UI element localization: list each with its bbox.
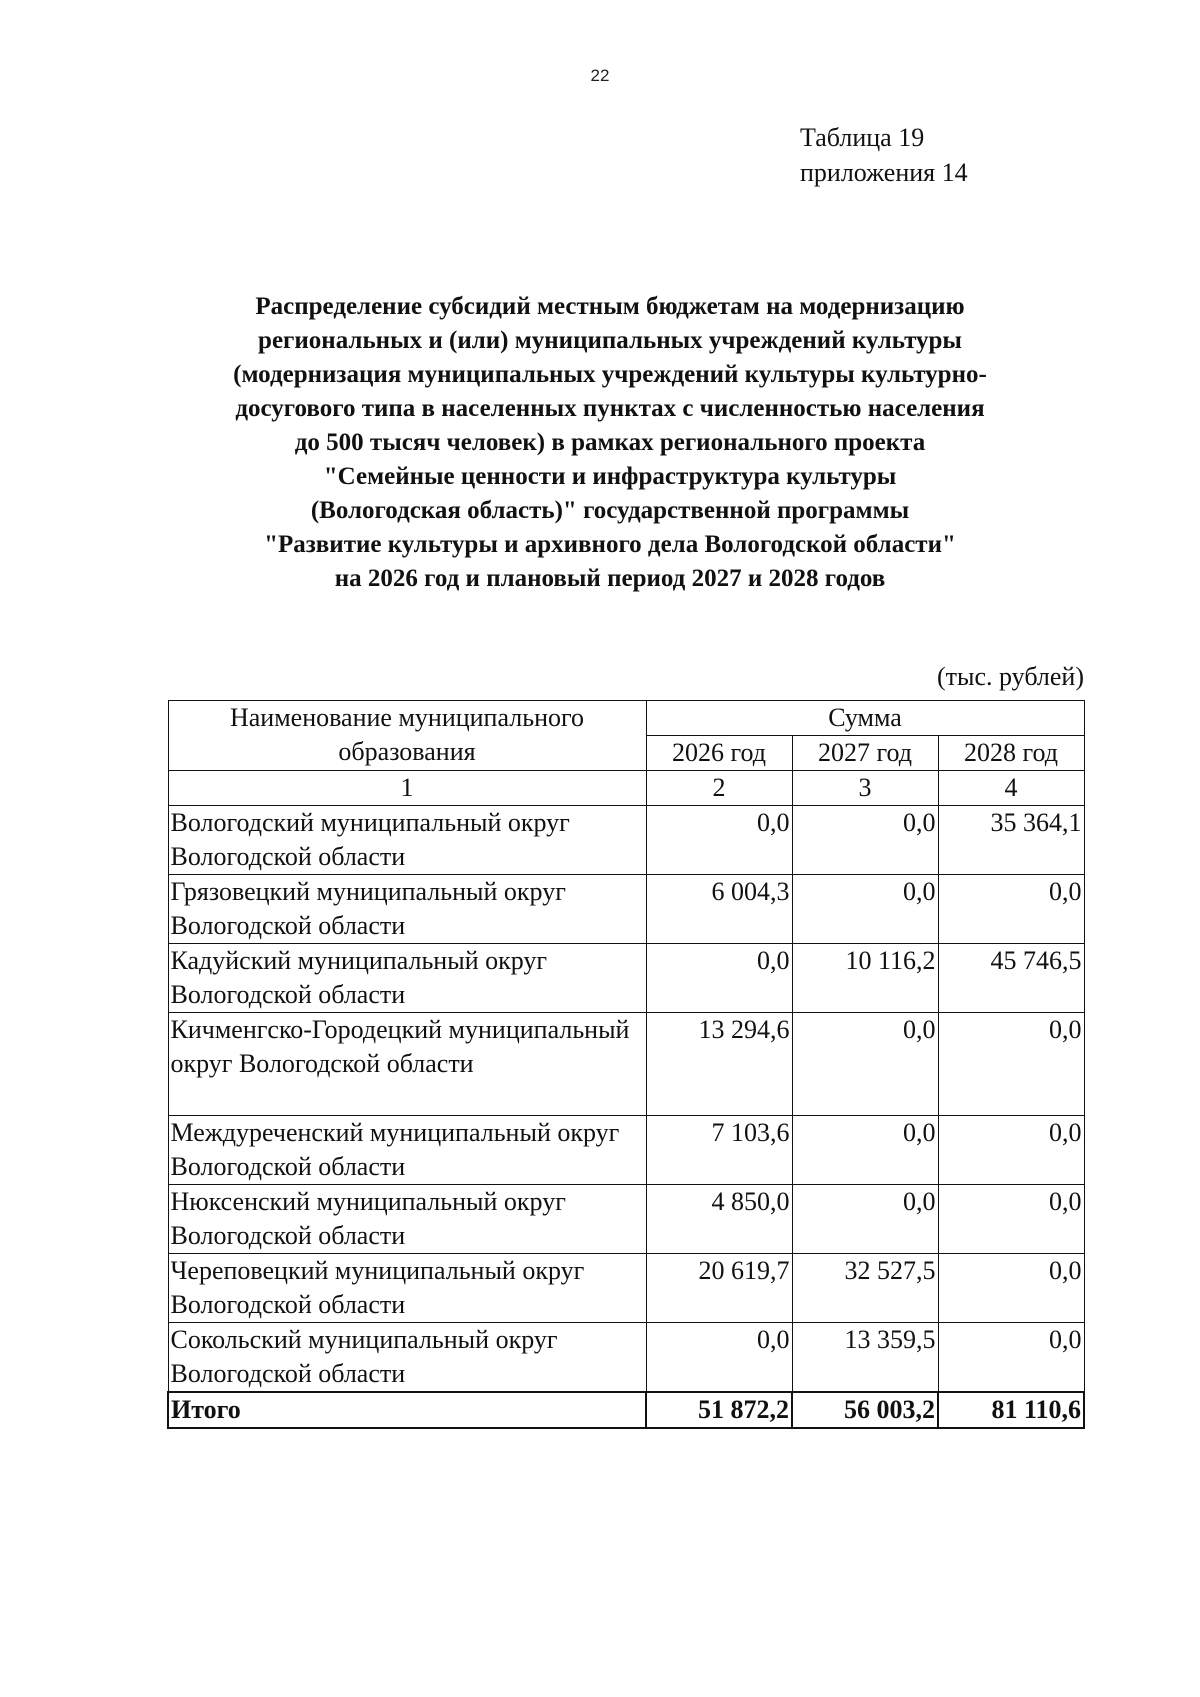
title-line: "Развитие культуры и архивного дела Вологодской области"	[264, 531, 956, 558]
amount-2028: 0,0	[938, 1254, 1084, 1323]
municipality-name: Грязовецкий муниципальный округ Вологодской области	[168, 875, 646, 944]
column-number: 4	[938, 771, 1084, 806]
municipality-name: Кадуйский муниципальный округ Вологодской области	[168, 944, 646, 1013]
column-number: 2	[646, 771, 792, 806]
header-year-2028: 2028 год	[938, 736, 1084, 771]
municipality-name: Нюксенский муниципальный округ Вологодской области	[168, 1185, 646, 1254]
total-label: Итого	[168, 1392, 646, 1428]
header-year-2027: 2027 год	[792, 736, 938, 771]
municipality-name: Череповецкий муниципальный округ Вологодской области	[168, 1254, 646, 1323]
table-row	[168, 1013, 1084, 1116]
header-sum: Сумма	[646, 701, 1084, 736]
title-line: до 500 тысяч человек) в рамках регионального проекта	[294, 429, 926, 456]
table-row	[168, 1254, 1084, 1323]
table-row	[168, 875, 1084, 944]
amount-2026: 0,0	[646, 806, 792, 875]
amount-2028: 0,0	[938, 1185, 1084, 1254]
column-number-row	[168, 771, 1084, 806]
total-row	[168, 1392, 1084, 1428]
column-number: 1	[168, 771, 646, 806]
table-row	[168, 1185, 1084, 1254]
amount-2026: 0,0	[646, 944, 792, 1013]
title-line: "Семейные ценности и инфраструктура культуры	[323, 463, 897, 490]
table-row	[168, 806, 1084, 875]
title-line: (модернизация муниципальных учреждений культуры культурно-	[233, 361, 987, 388]
column-number: 3	[792, 771, 938, 806]
title-line: (Вологодская область)" государственной программы	[310, 497, 910, 524]
municipality-name: Сокольский муниципальный округ Вологодской области	[168, 1323, 646, 1393]
amount-2027: 10 116,2	[792, 944, 938, 1013]
document-title	[160, 290, 1060, 596]
amount-2028: 35 364,1	[938, 806, 1084, 875]
table-reference	[800, 120, 968, 190]
title-line: региональных и (или) муниципальных учреждений культуры	[258, 327, 962, 354]
amount-2028: 45 746,5	[938, 944, 1084, 1013]
amount-2027: 32 527,5	[792, 1254, 938, 1323]
amount-2027: 0,0	[792, 1116, 938, 1185]
amount-2026: 4 850,0	[646, 1185, 792, 1254]
municipality-name: Кичменгско-Городецкий муниципальный округ Вологодской области	[168, 1013, 646, 1116]
amount-2027: 0,0	[792, 1185, 938, 1254]
amount-2028: 0,0	[938, 1323, 1084, 1393]
units-label: (тыс. рублей)	[936, 662, 1084, 691]
title-line: Распределение субсидий местным бюджетам на модернизацию	[255, 293, 965, 320]
title-line: на 2026 год и плановый период 2027 и 2028 годов	[334, 565, 886, 592]
table-reference-line: приложения 14	[800, 158, 968, 187]
header-municipality: Наименование муниципального образования	[168, 701, 646, 771]
amount-2028: 0,0	[938, 875, 1084, 944]
header-row	[168, 701, 1084, 736]
amount-2026: 13 294,6	[646, 1013, 792, 1116]
subsidy-table	[167, 700, 1085, 1429]
amount-2026: 0,0	[646, 1323, 792, 1393]
municipality-name: Вологодский муниципальный округ Вологодской области	[168, 806, 646, 875]
amount-2026: 20 619,7	[646, 1254, 792, 1323]
table-reference-line: Таблица 19	[800, 123, 925, 152]
amount-2027: 0,0	[792, 875, 938, 944]
table-row	[168, 1116, 1084, 1185]
amount-2027: 13 359,5	[792, 1323, 938, 1393]
total-2027: 56 003,2	[792, 1392, 938, 1428]
amount-2028: 0,0	[938, 1013, 1084, 1116]
amount-2027: 0,0	[792, 1013, 938, 1116]
table-row	[168, 944, 1084, 1013]
amount-2026: 7 103,6	[646, 1116, 792, 1185]
total-2026: 51 872,2	[646, 1392, 792, 1428]
amount-2028: 0,0	[938, 1116, 1084, 1185]
header-year-2026: 2026 год	[646, 736, 792, 771]
municipality-name: Междуреченский муниципальный округ Вологодской области	[168, 1116, 646, 1185]
page-number: 22	[590, 66, 610, 85]
amount-2026: 6 004,3	[646, 875, 792, 944]
amount-2027: 0,0	[792, 806, 938, 875]
table-row	[168, 1323, 1084, 1393]
title-line: досугового типа в населенных пунктах с численностью населения	[235, 395, 985, 422]
total-2028: 81 110,6	[938, 1392, 1084, 1428]
